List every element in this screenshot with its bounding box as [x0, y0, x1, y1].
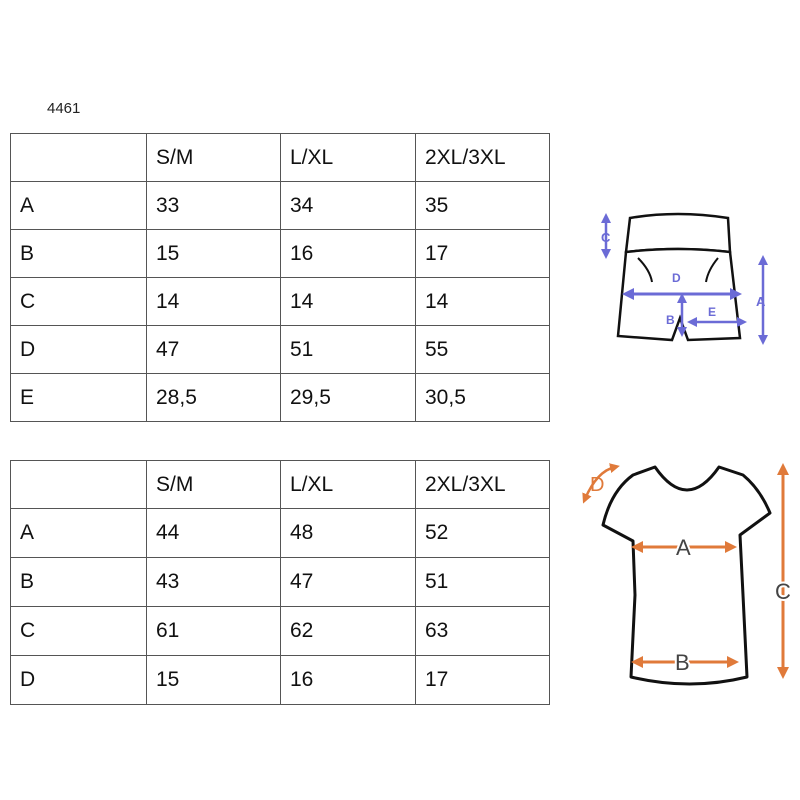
- table-row: [11, 656, 550, 705]
- tshirt-measurement-diagram: [575, 455, 800, 695]
- table-cell: 16: [281, 230, 416, 278]
- tshirt-label-d: D: [590, 474, 605, 496]
- shorts-size-table: [10, 133, 550, 422]
- shorts-label-d: D: [672, 271, 681, 285]
- row-label: C: [11, 607, 147, 656]
- header-cell-2xl-3xl: 2XL/3XL: [416, 134, 550, 182]
- table-cell: 47: [147, 326, 281, 374]
- tshirt-label-b: B: [675, 650, 690, 675]
- table-header-row: [11, 461, 550, 509]
- table-cell: 33: [147, 182, 281, 230]
- table-cell: 51: [281, 326, 416, 374]
- table-cell: 16: [281, 656, 416, 705]
- row-label: B: [11, 230, 147, 278]
- table-row: [11, 230, 550, 278]
- table-row: [11, 278, 550, 326]
- table-row: [11, 182, 550, 230]
- table-cell: 51: [416, 558, 550, 607]
- row-label: E: [11, 374, 147, 422]
- table-row: [11, 374, 550, 422]
- table-cell: 30,5: [416, 374, 550, 422]
- tshirt-size-table: [10, 460, 550, 705]
- table-row: [11, 607, 550, 656]
- table-row: [11, 509, 550, 558]
- table-row: [11, 326, 550, 374]
- shorts-label-e: E: [708, 305, 717, 319]
- table-cell: 15: [147, 656, 281, 705]
- table-cell: 61: [147, 607, 281, 656]
- row-label: D: [11, 326, 147, 374]
- header-cell-l-xl: L/XL: [281, 134, 416, 182]
- header-cell-s-m: S/M: [147, 134, 281, 182]
- table-cell: 47: [281, 558, 416, 607]
- shorts-measurement-diagram: [590, 200, 790, 360]
- header-cell-l-xl: L/XL: [281, 461, 416, 509]
- table-cell: 62: [281, 607, 416, 656]
- tshirt-label-a: A: [676, 535, 691, 560]
- tshirt-label-c: C: [775, 579, 791, 604]
- table-cell: 34: [281, 182, 416, 230]
- table-cell: 55: [416, 326, 550, 374]
- table-cell: 43: [147, 558, 281, 607]
- product-code: 4461: [47, 100, 81, 117]
- table-cell: 17: [416, 656, 550, 705]
- table-cell: 44: [147, 509, 281, 558]
- row-label: A: [11, 182, 147, 230]
- table-cell: 29,5: [281, 374, 416, 422]
- table-cell: 48: [281, 509, 416, 558]
- row-label: D: [11, 656, 147, 705]
- table-cell: 52: [416, 509, 550, 558]
- header-cell-empty: [11, 461, 147, 509]
- table-cell: 17: [416, 230, 550, 278]
- table-cell: 35: [416, 182, 550, 230]
- row-label: A: [11, 509, 147, 558]
- table-row: [11, 558, 550, 607]
- shorts-waistband: [626, 214, 730, 252]
- shorts-label-b: B: [666, 313, 675, 327]
- table-cell: 15: [147, 230, 281, 278]
- table-cell: 14: [147, 278, 281, 326]
- header-cell-empty: [11, 134, 147, 182]
- row-label: B: [11, 558, 147, 607]
- table-header-row: [11, 134, 550, 182]
- table-cell: 63: [416, 607, 550, 656]
- header-cell-2xl-3xl: 2XL/3XL: [416, 461, 550, 509]
- table-cell: 28,5: [147, 374, 281, 422]
- header-cell-s-m: S/M: [147, 461, 281, 509]
- shorts-label-c: C: [601, 230, 611, 245]
- row-label: C: [11, 278, 147, 326]
- table-cell: 14: [281, 278, 416, 326]
- table-cell: 14: [416, 278, 550, 326]
- shorts-label-a: A: [756, 294, 766, 309]
